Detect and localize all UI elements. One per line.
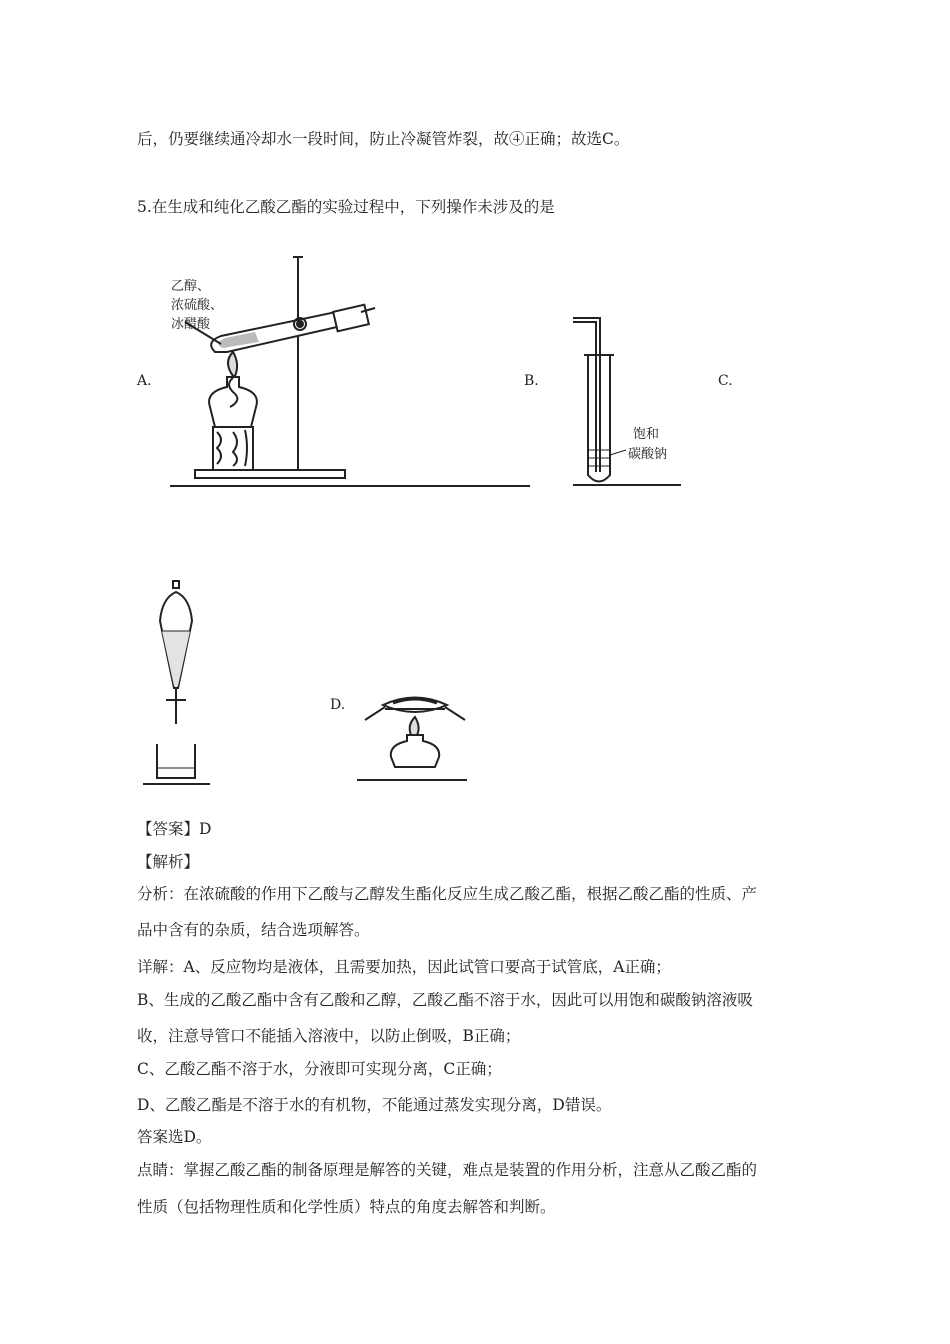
analysis-line: 收，注意导管口不能插入溶液中，以防止倒吸，B正确； xyxy=(137,1027,521,1045)
intro-line: 后，仍要继续通冷却水一段时间，防止冷凝管炸裂，故④正确；故选C。 xyxy=(137,130,630,148)
analysis-line: 分析：在浓硫酸的作用下乙酸与乙醇发生酯化反应生成乙酸乙酯，根据乙酸乙酯的性质、产 xyxy=(137,885,758,903)
figure-a-heating-apparatus xyxy=(165,252,535,492)
analysis-line: B、生成的乙酸乙酯中含有乙酸和乙醇，乙酸乙酯不溶于水，因此可以用饱和碳酸钠溶液吸 xyxy=(137,991,753,1009)
analysis-line: 点睛：掌握乙酸乙酯的制备原理是解答的关键，难点是装置的作用分析，注意从乙酸乙酯的 xyxy=(137,1161,758,1179)
figure-a-label-acetic: 冰醋酸 xyxy=(171,317,211,332)
option-c-label: C. xyxy=(718,373,733,389)
analysis-line: 性质（包括物理性质和化学性质）特点的角度去解答和判断。 xyxy=(137,1198,556,1216)
figure-b-label-saturated: 饱和 xyxy=(633,427,660,442)
analysis-line: 详解：A、反应物均是液体，且需要加热，因此试管口要高于试管底，A正确； xyxy=(137,958,671,976)
option-b-label: B. xyxy=(524,373,539,389)
figure-a-label-ethanol: 乙醇、 xyxy=(171,279,211,294)
analysis-line: C、乙酸乙酯不溶于水，分液即可实现分离，C正确； xyxy=(137,1060,502,1078)
answer-line: 【答案】D xyxy=(137,820,212,838)
figure-b-test-tube xyxy=(568,310,698,490)
figure-b-label-sodium-carbonate: 碳酸钠 xyxy=(628,447,668,462)
option-d-label: D. xyxy=(330,697,346,713)
figure-d-evaporation-setup xyxy=(355,685,475,785)
analysis-line: D、乙酸乙酯是不溶于水的有机物，不能通过蒸发实现分离，D错误。 xyxy=(137,1096,612,1114)
option-a-label: A. xyxy=(137,373,152,389)
analysis-heading: 【解析】 xyxy=(137,853,200,871)
analysis-line: 品中含有的杂质，结合选项解答。 xyxy=(137,921,370,939)
figure-a-label-sulfuric: 浓硫酸、 xyxy=(171,298,224,313)
figure-c-separatory-funnel xyxy=(140,576,220,796)
analysis-line: 答案选D。 xyxy=(137,1128,212,1146)
question-text: 5.在生成和纯化乙酸乙酯的实验过程中，下列操作未涉及的是 xyxy=(137,198,555,216)
